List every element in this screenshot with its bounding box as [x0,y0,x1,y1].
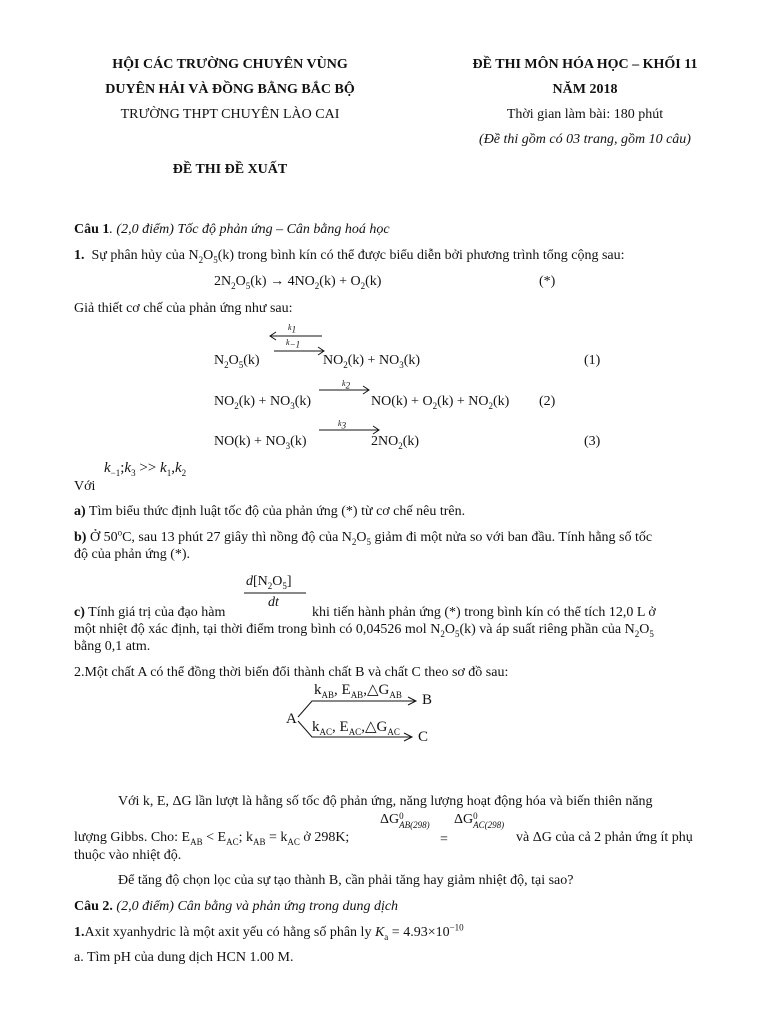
exam-year: NĂM 2018 [552,82,618,97]
k1-label: $k_1$ [288,323,297,335]
scheme-product-b: B [422,692,433,708]
question-1c-line2: một nhiệt độ xác định, tại thời điểm trong bình có 0,04526 mol $N_2O_5(k)$ và áp suất riêng phần của $N_2O_5$ [74,622,654,639]
k2-label: $k_2$ [342,379,351,391]
question-2-part1a: a. Tìm pH của dung dịch HCN 1.00 M. [74,950,294,965]
part2-question: Để tăng độ chọn lọc của sự tạo thành B, cần phải tăng hay giảm nhiệt độ, tại sao? [118,873,574,888]
part2-given-conditions-end: và ΔG của cả 2 phản ứng ít phụ [516,830,693,845]
part2-given-line3: thuộc vào nhiệt độ. [74,848,182,863]
delta-g-ab: ΔG 0 AB(298) [380,811,430,830]
exam-type: ĐỀ THI ĐỀ XUẤT [172,162,288,177]
step1-products: $NO_2(k) + NO_3(k)$ [323,353,421,370]
equals-sign: = [440,832,448,847]
question-1c-line3: bằng 0,1 atm. [74,639,151,654]
derivative-denominator: dt [268,595,279,610]
scheme-reactant-a: A [286,711,297,727]
question-1b-line2: độ của phản ứng (*). [74,547,191,562]
voi-label: Với [74,479,96,494]
step3-reactants: $NO(k) + NO_3(k)$ [214,434,307,451]
question-2-title: Câu 2. (2,0 điểm) Cân bằng và phản ứng trong dung dịch [74,899,399,914]
overall-reaction-tag: (*) [539,274,556,289]
question-1b: b) Ở 50$^o$C, sau 13 phút 27 giây thì nồng độ của $N_2O_5$ giảm đi một nửa so với ban đầu. Tính hằng số tốc [74,527,653,547]
question-1a: a) Tìm biểu thức định luật tốc độ của phản ứng (*) từ cơ chế nêu trên. [74,504,466,519]
school-association-line2: DUYÊN HẢI VÀ ĐỒNG BẰNG BẮC BỘ [105,82,355,97]
question-1c-label: c) Tính giá trị của đạo hàm [74,605,226,620]
step2-reactants: $NO_2(k) + NO_3(k)$ [214,394,312,411]
scheme-branch-arrows [294,695,424,745]
step2-tag: (2) [539,394,556,409]
exam-pages-note: (Đề thi gồm có 03 trang, gồm 10 câu) [479,132,691,147]
step3-products: $2NO_2(k)$ [371,434,420,451]
question-1-title: Câu 1. (2,0 điểm) Tốc độ phản ứng – Cân bằng hoá học [74,222,390,237]
school-association-line1: HỘI CÁC TRƯỜNG CHUYÊN VÙNG [112,57,348,72]
school-name: TRƯỜNG THPT CHUYÊN LÀO CAI [120,107,340,122]
step1-reactants: $N_2O_5(k)$ [214,353,260,370]
part2-given-conditions: lượng Gibbs. Cho: $E_{AB} < E_{AC}$; $k_{AB} = k_{AC}$ ở 298K; [74,830,350,847]
exam-subject: ĐỀ THI MÔN HÓA HỌC – KHỐI 11 [472,57,698,72]
k3-label: $k_3$ [338,419,347,431]
mechanism-intro: Giả thiết cơ chế của phản ứng như sau: [74,301,293,316]
part2-definitions: Với k, E, ΔG lần lượt là hằng số tốc độ phản ứng, năng lượng hoạt động hóa và biến thiên năng [118,794,653,809]
overall-reaction-equation: $2N_2O_5(k) \to 4NO_2(k) + O_2(k)$ [214,274,382,291]
question-2-part1: 1.Axit xyanhydric là một axit yếu có hằng số phân ly $K_a = 4.93\times 10^{-10}$ [74,922,464,942]
question-1-part1-intro: 1. Sự phân hủy của $N_2O_5(k)$ trong bình kín có thể được biểu diễn bởi phương trình tổng cộng sau: [74,248,625,265]
fraction-bar [244,592,308,594]
delta-g-ac: ΔG 0 AC(298) [454,811,505,830]
scheme-bottom-label: $k_{AC}$, $E_{AC},\triangle G_{AC}$ [312,719,400,737]
k-minus1-label: $k_{-1}$ [286,338,301,350]
rate-constant-condition: $k_{-1};k_3 >> k_1,k_2$ [104,460,187,478]
step1-tag: (1) [584,353,601,368]
scheme-top-label: $k_{AB}$, $E_{AB},\triangle G_{AB}$ [314,682,402,700]
question-1c-text: khi tiến hành phản ứng (*) trong bình kín có thể tích 12,0 L ở [312,605,656,620]
derivative-numerator: $d[N_2O_5]$ [246,574,292,591]
exam-duration: Thời gian làm bài: 180 phút [506,107,664,122]
question-1-part2-intro: 2.Một chất A có thể đồng thời biến đổi thành chất B và chất C theo sơ đồ sau: [74,665,509,680]
step3-tag: (3) [584,434,601,449]
scheme-product-c: C [418,729,429,745]
step2-products: $NO(k) + O_2(k) + NO_2(k)$ [371,394,510,411]
